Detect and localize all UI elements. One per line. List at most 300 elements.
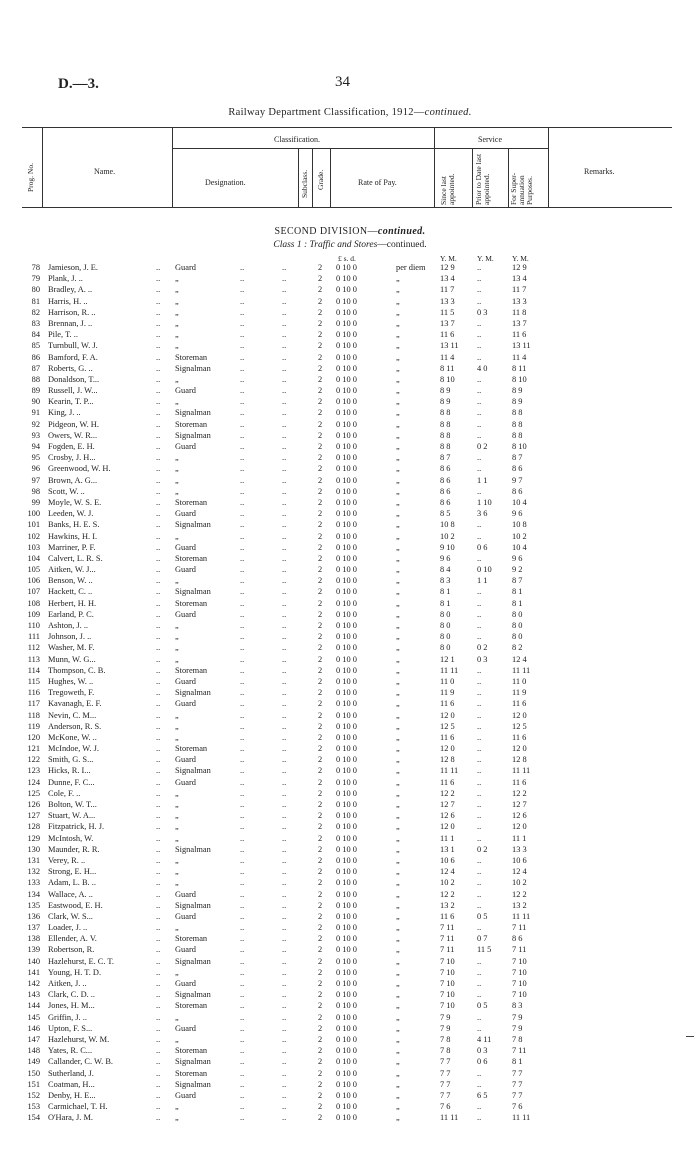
- service-prior: ..: [477, 352, 482, 362]
- dot-leader: ..: [282, 397, 287, 407]
- table-row: [0, 1045, 700, 1056]
- row-number: 109: [27, 609, 40, 619]
- title-main: Railway Department Classification, 1912—: [228, 107, 425, 118]
- service-prior: ..: [477, 486, 482, 496]
- employee-name: Hazlehurst, E. C. T.: [48, 956, 114, 966]
- class-title: Class 1 : Traffic and Stores: [273, 240, 378, 250]
- service-since-last: 11 6: [440, 330, 455, 340]
- pay-unit: „: [396, 330, 400, 340]
- employee-name: Aitken, W. J...: [48, 565, 96, 575]
- rate-of-pay: 0 10 0: [336, 520, 357, 530]
- dot-leader: ..: [282, 1012, 287, 1022]
- dot-leader: ..: [282, 497, 287, 507]
- service-since-last: 7 10: [440, 956, 455, 966]
- dot-leader: ..: [156, 497, 161, 507]
- dot-leader: ..: [282, 777, 287, 787]
- service-superannuation: 7 8: [512, 1034, 523, 1044]
- rate-of-pay: 0 10 0: [336, 475, 357, 485]
- service-units-1: Y. M.: [440, 254, 457, 263]
- row-number: 141: [27, 967, 40, 977]
- table-row: [0, 721, 700, 732]
- employee-name: McIntosh, W.: [48, 833, 94, 843]
- dot-leader: ..: [156, 520, 161, 530]
- employee-name: Brown, A. G...: [48, 475, 98, 485]
- designation: Signalman: [175, 363, 211, 373]
- dot-leader: ..: [282, 453, 287, 463]
- employee-name: Plank, J. ..: [48, 274, 83, 284]
- designation: Signalman: [175, 688, 211, 698]
- service-superannuation: 7 10: [512, 990, 527, 1000]
- rate-of-pay: 0 10 0: [336, 676, 357, 686]
- dot-leader: ..: [240, 923, 245, 933]
- dot-leader: ..: [156, 1102, 161, 1112]
- dot-leader: ..: [240, 598, 245, 608]
- service-prior: ..: [477, 397, 482, 407]
- service-superannuation: 11 7: [512, 285, 527, 295]
- dot-leader: ..: [240, 621, 245, 630]
- grade: 2: [318, 565, 323, 575]
- dot-leader: ..: [156, 576, 161, 586]
- pay-unit: „: [396, 822, 400, 832]
- designation: Signalman: [175, 990, 211, 1000]
- service-superannuation: 10 4: [512, 497, 527, 507]
- name-header: Name.: [94, 167, 116, 176]
- service-since-last: 13 11: [440, 341, 459, 351]
- table-row: [0, 396, 700, 407]
- service-since-last: 7 11: [440, 934, 455, 944]
- grade: 2: [318, 867, 323, 877]
- employee-name: Munn, W. G...: [48, 654, 96, 664]
- designation: Guard: [175, 699, 196, 709]
- prior-to-date-header: Prior to Date last appointed.: [474, 153, 491, 205]
- dot-leader: ..: [240, 1023, 245, 1033]
- service-superannuation: 12 4: [512, 654, 527, 664]
- service-prior: ..: [477, 1023, 482, 1033]
- section-heading: [0, 226, 700, 237]
- pay-unit: „: [396, 744, 400, 754]
- rate-of-pay: 0 10 0: [336, 777, 357, 787]
- dot-leader: ..: [240, 766, 245, 776]
- service-superannuation: 11 6: [512, 777, 527, 787]
- dot-leader: ..: [240, 732, 245, 742]
- dot-leader: ..: [156, 844, 161, 854]
- service-superannuation: 13 7: [512, 318, 527, 328]
- service-superannuation: 8 7: [512, 453, 523, 463]
- dot-leader: ..: [156, 598, 161, 608]
- rate-of-pay: 0 10 0: [336, 867, 357, 877]
- col-rule-4: [312, 148, 313, 207]
- grade: 2: [318, 990, 323, 1000]
- service-since-last: 7 7: [440, 1057, 451, 1067]
- designation: „: [175, 788, 179, 798]
- dot-leader: ..: [156, 330, 161, 340]
- rate-of-pay: 0 10 0: [336, 587, 357, 597]
- rate-of-pay: 0 10 0: [336, 643, 357, 653]
- pay-unit: „: [396, 1068, 400, 1078]
- employee-name: Carmichael, T. H.: [48, 1102, 108, 1112]
- dot-leader: ..: [156, 464, 161, 474]
- service-superannuation: 8 6: [512, 464, 523, 474]
- grade: 2: [318, 945, 323, 955]
- table-row: [0, 497, 700, 508]
- service-superannuation: 8 8: [512, 419, 523, 429]
- dot-leader: ..: [156, 397, 161, 407]
- service-since-last: 10 6: [440, 855, 455, 865]
- service-superannuation: 7 11: [512, 1046, 527, 1056]
- designation: „: [175, 643, 179, 653]
- rate-of-pay: 0 10 0: [336, 397, 357, 407]
- row-number: 118: [27, 710, 40, 720]
- service-since-last: 8 6: [440, 497, 451, 507]
- row-number: 81: [31, 296, 40, 306]
- dot-leader: ..: [282, 509, 287, 519]
- dot-leader: ..: [156, 710, 161, 720]
- designation: „: [175, 453, 179, 463]
- row-number: 144: [27, 1001, 40, 1011]
- service-superannuation: 12 8: [512, 755, 527, 765]
- designation: „: [175, 486, 179, 496]
- service-since-last: 8 6: [440, 475, 451, 485]
- grade: 2: [318, 386, 323, 396]
- designation: Guard: [175, 1023, 196, 1033]
- row-number: 93: [31, 430, 40, 440]
- employee-name: Kavanagh, E. F.: [48, 699, 102, 709]
- dot-leader: ..: [156, 1090, 161, 1100]
- row-number: 133: [27, 878, 40, 888]
- designation: Guard: [175, 263, 196, 272]
- service-prior: ..: [477, 609, 482, 619]
- table-row: [0, 788, 700, 799]
- dot-leader: ..: [240, 531, 245, 541]
- grade: 2: [318, 1012, 323, 1022]
- service-since-last: 8 0: [440, 609, 451, 619]
- service-superannuation: 10 6: [512, 855, 527, 865]
- employee-name: Jones, H. M...: [48, 1001, 95, 1011]
- col-rule-3: [298, 148, 299, 207]
- grade: 2: [318, 587, 323, 597]
- service-superannuation: 11 1: [512, 833, 527, 843]
- row-number: 122: [27, 755, 40, 765]
- service-superannuation: 13 11: [512, 341, 531, 351]
- dot-leader: ..: [240, 688, 245, 698]
- rate-of-pay: 0 10 0: [336, 352, 357, 362]
- dot-leader: ..: [282, 665, 287, 675]
- dot-leader: ..: [156, 721, 161, 731]
- service-prior: ..: [477, 1079, 482, 1089]
- rate-of-pay: 0 10 0: [336, 296, 357, 306]
- dot-leader: ..: [240, 419, 245, 429]
- service-superannuation: 11 4: [512, 352, 527, 362]
- pay-unit: „: [396, 464, 400, 474]
- service-prior: 4 11: [477, 1034, 492, 1044]
- row-number: 80: [31, 285, 40, 295]
- service-since-last: 11 7: [440, 285, 455, 295]
- grade: 2: [318, 352, 323, 362]
- row-number: 116: [27, 688, 40, 698]
- service-superannuation: 7 11: [512, 923, 527, 933]
- dot-leader: ..: [156, 318, 161, 328]
- service-superannuation: 12 9: [512, 263, 527, 272]
- service-prior: ..: [477, 699, 482, 709]
- service-prior: ..: [477, 967, 482, 977]
- dot-leader: ..: [282, 1057, 287, 1067]
- service-prior: ..: [477, 386, 482, 396]
- dot-leader: ..: [282, 1068, 287, 1078]
- dot-leader: ..: [240, 453, 245, 463]
- dot-leader: ..: [282, 710, 287, 720]
- dot-leader: ..: [282, 374, 287, 384]
- service-since-last: 7 10: [440, 967, 455, 977]
- dot-leader: ..: [240, 1046, 245, 1056]
- service-superannuation: 7 7: [512, 1090, 523, 1100]
- designation: Signalman: [175, 430, 211, 440]
- rate-of-pay: 0 10 0: [336, 453, 357, 463]
- service-superannuation: 7 9: [512, 1012, 523, 1022]
- dot-leader: ..: [240, 744, 245, 754]
- dot-leader: ..: [282, 643, 287, 653]
- grade: 2: [318, 900, 323, 910]
- employee-name: Yates, R. C...: [48, 1046, 93, 1056]
- service-since-last: 12 2: [440, 788, 455, 798]
- dot-leader: ..: [156, 542, 161, 552]
- employee-name: Moyle, W. S. E.: [48, 497, 102, 507]
- rate-of-pay: 0 10 0: [336, 967, 357, 977]
- service-since-last: 7 10: [440, 979, 455, 988]
- designation: „: [175, 1012, 179, 1022]
- designation: Guard: [175, 565, 196, 575]
- employee-name: Coatman, H...: [48, 1079, 95, 1089]
- dot-leader: ..: [156, 285, 161, 295]
- employee-name: Hicks, R. I...: [48, 766, 91, 776]
- dot-leader: ..: [282, 274, 287, 284]
- grade: 2: [318, 576, 323, 586]
- service-since-last: 8 6: [440, 486, 451, 496]
- table-row: [0, 519, 700, 530]
- employee-name: Russell, J. W...: [48, 386, 98, 396]
- row-number: 105: [27, 565, 40, 575]
- pay-unit: „: [396, 1034, 400, 1044]
- table-row: [0, 765, 700, 776]
- row-number: 112: [27, 643, 40, 653]
- service-prior: ..: [477, 956, 482, 966]
- dot-leader: ..: [282, 788, 287, 798]
- dot-leader: ..: [240, 676, 245, 686]
- row-number: 107: [27, 587, 40, 597]
- service-since-last: 11 11: [440, 1113, 459, 1123]
- dot-leader: ..: [282, 576, 287, 586]
- designation: Guard: [175, 676, 196, 686]
- grade: 2: [318, 710, 323, 720]
- table-row: [0, 430, 700, 441]
- row-number: 123: [27, 766, 40, 776]
- service-superannuation: 13 3: [512, 296, 527, 306]
- service-prior: 0 2: [477, 844, 488, 854]
- row-number: 142: [27, 979, 40, 988]
- pay-unit: „: [396, 643, 400, 653]
- designation: „: [175, 531, 179, 541]
- service-superannuation: 8 11: [512, 363, 527, 373]
- dot-leader: ..: [240, 374, 245, 384]
- dot-leader: ..: [282, 442, 287, 451]
- service-units-2: Y. M.: [477, 254, 494, 263]
- service-superannuation: 8 0: [512, 632, 523, 642]
- dot-leader: ..: [282, 330, 287, 340]
- row-number: 136: [27, 911, 40, 921]
- rate-of-pay: 0 10 0: [336, 788, 357, 798]
- employee-name: McIndoe, W. J.: [48, 744, 99, 754]
- service-prior: ..: [477, 374, 482, 384]
- employee-name: Robertson, R.: [48, 945, 95, 955]
- service-since-last: 8 0: [440, 632, 451, 642]
- service-superannuation: 11 6: [512, 732, 527, 742]
- grade: 2: [318, 766, 323, 776]
- dot-leader: ..: [282, 800, 287, 809]
- rate-of-pay: 0 10 0: [336, 654, 357, 664]
- row-number: 146: [27, 1023, 40, 1033]
- employee-name: Fogden, E. H.: [48, 442, 95, 451]
- designation: Signalman: [175, 844, 211, 854]
- service-superannuation: 8 7: [512, 576, 523, 586]
- pay-unit: „: [396, 430, 400, 440]
- dot-leader: ..: [240, 475, 245, 485]
- subclass-header: Subclass.: [300, 169, 309, 198]
- table-row: [0, 262, 700, 273]
- employee-name: Griffin, J. ..: [48, 1012, 87, 1022]
- service-prior: ..: [477, 889, 482, 899]
- dot-leader: ..: [156, 990, 161, 1000]
- service-superannuation: 8 6: [512, 934, 523, 944]
- service-prior: 0 3: [477, 1046, 488, 1056]
- employee-name: Hughes, W. ..: [48, 676, 94, 686]
- grade: 2: [318, 341, 323, 351]
- row-number: 98: [31, 486, 40, 496]
- dot-leader: ..: [240, 990, 245, 1000]
- dot-leader: ..: [282, 587, 287, 597]
- staff-table-body: [0, 262, 700, 1123]
- grade: 2: [318, 822, 323, 832]
- service-superannuation: 12 2: [512, 889, 527, 899]
- designation: Guard: [175, 911, 196, 921]
- service-prior: 0 3: [477, 307, 488, 317]
- table-row: [0, 385, 700, 396]
- class-heading: [0, 240, 700, 250]
- pay-unit: „: [396, 867, 400, 877]
- service-superannuation: 11 0: [512, 676, 527, 686]
- table-row: [0, 352, 700, 363]
- dot-leader: ..: [156, 374, 161, 384]
- designation: Guard: [175, 945, 196, 955]
- service-prior: 0 10: [477, 565, 492, 575]
- designation: „: [175, 710, 179, 720]
- employee-name: Roberts, G. ..: [48, 363, 93, 373]
- service-superannuation: 7 10: [512, 967, 527, 977]
- employee-name: Benson, W. ..: [48, 576, 93, 586]
- dot-leader: ..: [282, 699, 287, 709]
- grade: 2: [318, 1057, 323, 1067]
- group-rule: [172, 148, 548, 149]
- dot-leader: ..: [282, 352, 287, 362]
- designation: Signalman: [175, 766, 211, 776]
- page-number: 34: [335, 74, 350, 90]
- service-since-last: 10 2: [440, 531, 455, 541]
- section-title: SECOND DIVISION—: [274, 226, 378, 237]
- service-since-last: 11 11: [440, 766, 459, 776]
- dot-leader: ..: [240, 565, 245, 575]
- service-prior: ..: [477, 744, 482, 754]
- dot-leader: ..: [282, 934, 287, 944]
- designation: Storeman: [175, 497, 208, 507]
- service-since-last: 12 9: [440, 263, 455, 272]
- dot-leader: ..: [156, 509, 161, 519]
- dot-leader: ..: [156, 800, 161, 809]
- service-since-last: 11 6: [440, 777, 455, 787]
- dot-leader: ..: [156, 732, 161, 742]
- grade: 2: [318, 967, 323, 977]
- table-row: [0, 307, 700, 318]
- service-superannuation: 8 1: [512, 587, 523, 597]
- dot-leader: ..: [282, 766, 287, 776]
- service-prior: ..: [477, 330, 482, 340]
- grade: 2: [318, 956, 323, 966]
- dot-leader: ..: [240, 1102, 245, 1112]
- employee-name: Johnson, J. ..: [48, 632, 92, 642]
- service-since-last: 8 1: [440, 598, 451, 608]
- designation: „: [175, 1113, 179, 1123]
- rate-of-pay: 0 10 0: [336, 956, 357, 966]
- employee-name: Fitzpatrick, H. J.: [48, 822, 105, 832]
- dot-leader: ..: [156, 956, 161, 966]
- service-since-last: 12 2: [440, 889, 455, 899]
- dot-leader: ..: [156, 788, 161, 798]
- dot-leader: ..: [156, 755, 161, 765]
- service-superannuation: 9 6: [512, 553, 523, 563]
- service-since-last: 8 6: [440, 464, 451, 474]
- row-number: 129: [27, 833, 40, 843]
- pay-unit: „: [396, 587, 400, 597]
- service-prior: ..: [477, 833, 482, 843]
- rate-of-pay: 0 10 0: [336, 822, 357, 832]
- table-row: [0, 900, 700, 911]
- designation: Signalman: [175, 1057, 211, 1067]
- row-number: 140: [27, 956, 40, 966]
- service-prior: ..: [477, 777, 482, 787]
- rate-of-pay: 0 10 0: [336, 855, 357, 865]
- service-since-last: 13 7: [440, 318, 455, 328]
- dot-leader: ..: [240, 285, 245, 295]
- table-row: [0, 855, 700, 866]
- rate-of-pay: 0 10 0: [336, 609, 357, 619]
- service-superannuation: 8 6: [512, 486, 523, 496]
- pay-unit: „: [396, 721, 400, 731]
- employee-name: Washer, M. F.: [48, 643, 95, 653]
- service-prior: 11 5: [477, 945, 492, 955]
- service-prior: ..: [477, 688, 482, 698]
- dot-leader: ..: [240, 788, 245, 798]
- dot-leader: ..: [282, 956, 287, 966]
- row-number: 95: [31, 453, 40, 463]
- designation: „: [175, 341, 179, 351]
- rate-of-pay: 0 10 0: [336, 721, 357, 731]
- superannuation-header: For Super- annuation Purposes.: [509, 172, 534, 205]
- service-superannuation: 7 7: [512, 1068, 523, 1078]
- pay-unit: „: [396, 710, 400, 720]
- service-since-last: 11 9: [440, 688, 455, 698]
- pay-unit: „: [396, 598, 400, 608]
- dot-leader: ..: [282, 363, 287, 373]
- grade: 2: [318, 923, 323, 933]
- pay-unit: „: [396, 442, 400, 451]
- service-since-last: 12 7: [440, 800, 455, 809]
